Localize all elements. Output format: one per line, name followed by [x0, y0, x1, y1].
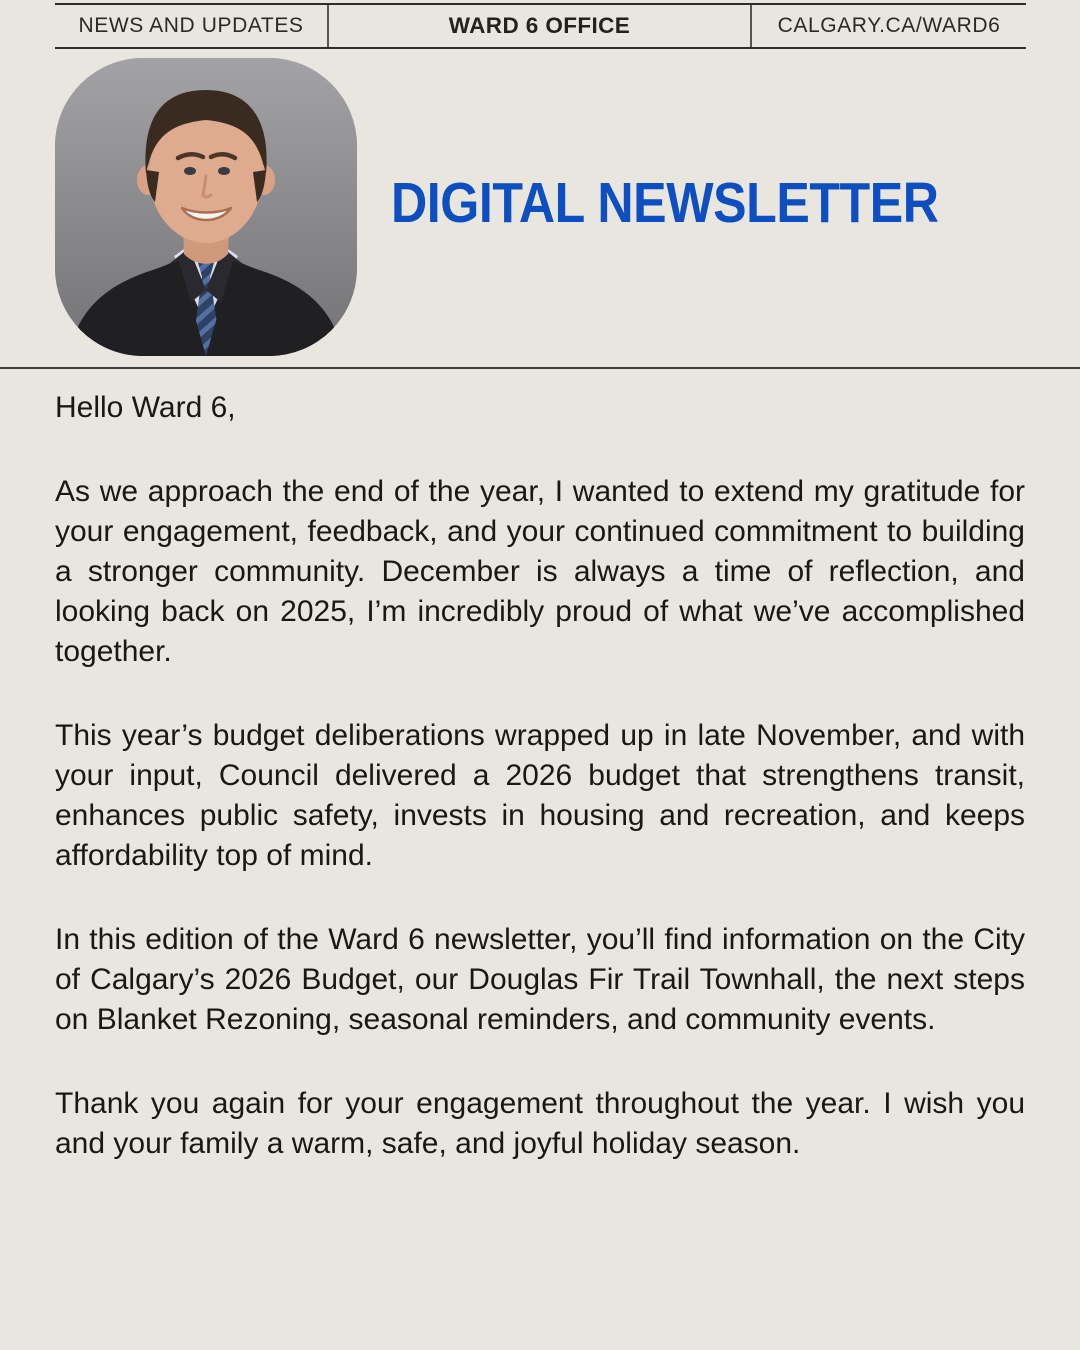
- header-left-label: NEWS AND UPDATES: [78, 14, 304, 37]
- greeting-text: Hello Ward 6,: [55, 391, 236, 424]
- newsletter-title: DIGITAL NEWSLETTER: [391, 171, 939, 235]
- newsletter-body: [55, 388, 1025, 1164]
- header-right-label: CALGARY.CA/WARD6: [777, 14, 1001, 37]
- paragraph-edition-overview: In this edition of the Ward 6 newsletter, you’ll find information on the City of Calgary’s 2026 Budget, our Douglas Fir Trail Townhall, the next steps on Blanket Rezoning, seasonal reminders, and community events.: [55, 923, 1025, 1036]
- header-bar: [55, 3, 1026, 49]
- person-headshot-icon: [55, 58, 357, 356]
- portrait-photo: [55, 58, 357, 356]
- paragraph-year-end-gratitude: As we approach the end of the year, I wanted to extend my gratitude for your engagement, feedback, and your continued commitment to building a stronger community. December is always a time of reflection, and looking back on 2025, I’m incredibly proud of what we’ve accomplished together.: [55, 475, 1025, 668]
- paragraph-budget-deliberations: This year’s budget deliberations wrapped up in late November, and with your input, Council delivered a 2026 budget that strengthens transit, enhances public safety, invests in housing and recreation, and keeps affordability top of mind.: [55, 719, 1025, 872]
- paragraph-holiday-wishes: Thank you again for your engagement throughout the year. I wish you and your family a warm, safe, and joyful holiday season.: [55, 1087, 1025, 1160]
- section-divider: [0, 367, 1080, 369]
- header-center-label: WARD 6 OFFICE: [327, 5, 752, 47]
